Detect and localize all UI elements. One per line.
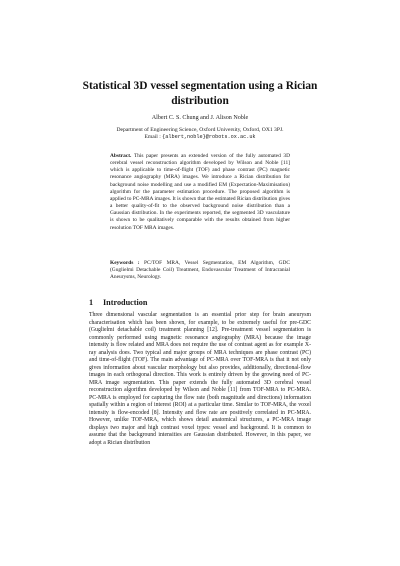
- section-number: 1: [89, 298, 94, 307]
- introduction-body: [89, 312, 311, 447]
- section-heading-introduction: [89, 298, 309, 308]
- author-email: {albert,noble}@robots.ox.ac.uk: [162, 134, 256, 141]
- keywords-text: PC/TOF MRA, Vessel Segmentation, EM Algorithm, GDC (Guglielmi Detachable Coil) Treatment, Endovascular Treatment of Intracranial Aneurysms, Neurology.: [110, 260, 290, 281]
- abstract-label: Abstract.: [110, 153, 132, 159]
- section-title: Introduction: [103, 298, 148, 307]
- keywords: [110, 260, 290, 281]
- author-affiliation-block: [60, 127, 340, 142]
- author-email-line: [60, 134, 340, 141]
- keywords-label: Keywords :: [110, 260, 140, 266]
- abstract-text: This paper presents an extended version of the fully automated 3D cerebral vessel reconstruction algorithm developed by Wilson and Noble [11] which is applicable to time-of-flight (TOF) and phase contrast (PC) magnetic resonance angiography (MRA) images. We introduce a Rician distribution for background noise modelling and use a modified EM (Expectation-Maximisation) algorithm for the parameter estimation procedure. The proposed algorithm is applied to PC-MRA images. It is shown that the estimated Rician distribution gives a better quality-of-fit to the observed background noise distribution than a Gaussian distribution. In the experiments reported, the segmented 3D vasculature is shown to be qualitatively comparable with the results obtained from higher resolution TOF MRA images.: [110, 153, 290, 231]
- paper-authors: Albert C. S. Chung and J. Alison Noble: [151, 115, 249, 121]
- introduction-paragraph: Three dimensional vascular segmentation is an essential prior step for brain aneurysm characterisation which has been shown, for example, to be extremely useful for pre-GDC (Guglielmi detachable coil) treatment planning [12]. Pre-treatment vessel segmentation is commonly performed using magnetic resonance angiography (MRA) because the image intensity is flow related and MRA does not require the use of contrast agent as for example X-ray analysis does. Two typical and major groups of MRA techniques are phase contrast (PC) and time-of-flight (TOF). The main advantage of PC-MRA over TOF-MRA is that it not only gives information about vascular morphology but also provides, additionally, directional-flow images in each orthogonal direction. This work is entirely driven by the growing need of PC-MRA image segmentation. This paper extends the fully automated 3D cerebral vessel reconstruction algorithm developed by Wilson and Noble [11] from TOF-MRA to PC-MRA. PC-MRA is employed for capturing the flow rate (both magnitude and directions) information spatially within a region of interest (ROI) at a particular time. Similar to TOF-MRA, the voxel intensity is flow-encoded [8]. Intensity and flow rate are positively correlated in PC-MRA. However, unlike TOF-MRA, which shows detail anatomical structures, a PC-MRA image displays two major and high contrast voxel types: vessel and background. It is common to assume that the background intensities are Gaussian distributed. However, in this paper, we adopt a Rician distribution: [89, 312, 311, 446]
- email-label: Email :: [144, 134, 161, 141]
- paper-title: Statistical 3D vessel segmentation using a Rician distribution: [82, 80, 318, 107]
- abstract: [110, 153, 290, 232]
- author-affiliation: Department of Engineering Science, Oxford University, Oxford, OX1 3PJ.: [116, 127, 284, 133]
